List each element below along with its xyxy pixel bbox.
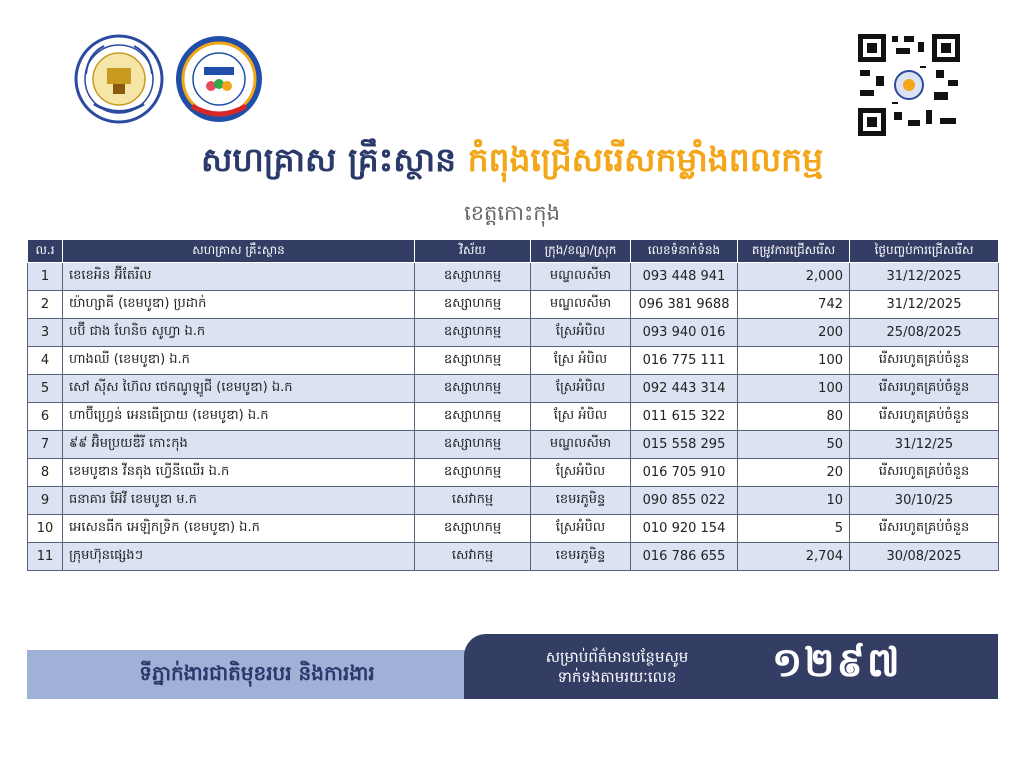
sector: ឧស្សាហកម្ម (415, 459, 531, 487)
contact-message (502, 647, 732, 687)
enterprise-name: យ៉ាហ្សាគី (ខេមបូឌា) ប្រដាក់ (63, 291, 415, 319)
phone-number: 093 940 016 (631, 319, 738, 347)
phone-number: 016 775 111 (631, 347, 738, 375)
location: មណ្ឌលសីមា (531, 291, 631, 319)
enterprise-name: ៩៩ អ៊ិមប្រយឌឺរី កោះកុង (63, 431, 415, 459)
table-row (28, 403, 999, 431)
job-openings-table (27, 239, 999, 571)
table-row (28, 459, 999, 487)
enterprise-name: បប៊ី ជាង ហែនិច សូហ្វា ឯ.ក (63, 319, 415, 347)
col-header-sector: វិស័យ (415, 240, 531, 263)
deadline: រើសរហូតគ្រប់ចំនួន (850, 459, 999, 487)
phone-number: 096 381 9688 (631, 291, 738, 319)
sector: ឧស្សាហកម្ម (415, 515, 531, 543)
deadline: 31/12/2025 (850, 291, 999, 319)
contact-message-line1: សម្រាប់ព័ត៌មានបន្ថែមសូម (545, 647, 689, 666)
sector: ឧស្សាហកម្ម (415, 291, 531, 319)
footer-hotline-banner (464, 634, 998, 699)
table-row (28, 515, 999, 543)
recruit-quantity: 2,704 (738, 543, 850, 571)
table-row (28, 319, 999, 347)
row-number: 2 (28, 291, 63, 319)
recruit-quantity: 5 (738, 515, 850, 543)
recruit-quantity: 20 (738, 459, 850, 487)
location: ស្រែ អំបិល (531, 403, 631, 431)
phone-number: 010 920 154 (631, 515, 738, 543)
row-number: 4 (28, 347, 63, 375)
deadline: រើសរហូតគ្រប់ចំនួន (850, 515, 999, 543)
row-number: 8 (28, 459, 63, 487)
col-header-enterprise: សហគ្រាស គ្រឹះស្ថាន (63, 240, 415, 263)
sector: សេវាកម្ម (415, 487, 531, 515)
row-number: 10 (28, 515, 63, 543)
enterprise-name: សៅ ស៊ីស ហ៊ៃល ថេកណូឡូជី (ខេមបូឌា) ឯ.ក (63, 375, 415, 403)
footer-agency-banner (27, 650, 487, 699)
enterprise-name: ក្រុមហ៊ុនផ្សេងៗ (63, 543, 415, 571)
national-employment-agency-logo-icon (174, 34, 264, 124)
location: មណ្ឌលសីមា (531, 263, 631, 291)
recruit-quantity: 10 (738, 487, 850, 515)
location: ស្រែអំបិល (531, 375, 631, 403)
deadline: 31/12/25 (850, 431, 999, 459)
agency-name: ទីភ្នាក់ងារជាតិមុខរបរ និងការងារ (139, 660, 375, 685)
sector: ឧស្សាហកម្ម (415, 347, 531, 375)
row-number: 1 (28, 263, 63, 291)
row-number: 6 (28, 403, 63, 431)
table-row (28, 375, 999, 403)
location: ស្រែអំបិល (531, 459, 631, 487)
enterprise-name: ខេខេអិន អ៊ីតែរីល (63, 263, 415, 291)
deadline: 30/08/2025 (850, 543, 999, 571)
location: ស្រែអំបិល (531, 515, 631, 543)
sector: ឧស្សាហកម្ម (415, 263, 531, 291)
recruit-quantity: 2,000 (738, 263, 850, 291)
recruit-quantity: 80 (738, 403, 850, 431)
sector: សេវាកម្ម (415, 543, 531, 571)
enterprise-name: ហាងឈី (ខេមបូឌា) ឯ.ក (63, 347, 415, 375)
phone-number: 093 448 941 (631, 263, 738, 291)
province-subtitle: ខេត្តកោះកុង (464, 201, 560, 225)
row-number: 11 (28, 543, 63, 571)
table-header-row (28, 240, 999, 263)
title-enterprises: សហគ្រាស គ្រឹះស្ថាន (200, 140, 457, 179)
recruit-quantity: 742 (738, 291, 850, 319)
header-logos (74, 34, 274, 129)
deadline: 30/10/25 (850, 487, 999, 515)
enterprise-name: ធនាគារ អ៊ែវី ខេមបូឌា ម.ក (63, 487, 415, 515)
deadline: 31/12/2025 (850, 263, 999, 291)
phone-number: 090 855 022 (631, 487, 738, 515)
location: ខេមរភូមិន្ទ (531, 487, 631, 515)
recruit-quantity: 100 (738, 375, 850, 403)
col-header-number: ល.រ (28, 240, 63, 263)
col-header-demand: តម្រូវការជ្រើសរើស (738, 240, 850, 263)
table-row (28, 487, 999, 515)
contact-message-line2: ទាក់ទងតាមរយៈលេខ (557, 667, 677, 686)
table-body (28, 263, 999, 571)
table-row (28, 347, 999, 375)
col-header-location: ក្រុង/ខណ្ឌ/ស្រុក (531, 240, 631, 263)
location: ខេមរភូមិន្ទ (531, 543, 631, 571)
enterprise-name: ហាប៊ីហ្វ្រេន់ អេនធើប្រាយ (ខេមបូឌា) ឯ.ក (63, 403, 415, 431)
table-row (28, 543, 999, 571)
row-number: 5 (28, 375, 63, 403)
table-row (28, 263, 999, 291)
location: មណ្ឌលសីមា (531, 431, 631, 459)
row-number: 3 (28, 319, 63, 347)
deadline: រើសរហូតគ្រប់ចំនួន (850, 375, 999, 403)
location: ស្រែអំបិល (531, 319, 631, 347)
recruit-quantity: 100 (738, 347, 850, 375)
hotline-number: ១២៩៧ (772, 640, 902, 686)
table-row (28, 431, 999, 459)
row-number: 7 (28, 431, 63, 459)
recruit-quantity: 200 (738, 319, 850, 347)
deadline: 25/08/2025 (850, 319, 999, 347)
deadline: រើសរហូតគ្រប់ចំនួន (850, 347, 999, 375)
sector: ឧស្សាហកម្ម (415, 319, 531, 347)
title-recruiting: កំពុងជ្រើសរើសកម្លាំងពលកម្ម (467, 140, 824, 179)
table-row (28, 291, 999, 319)
col-header-deadline: ថ្ងៃបញ្ចប់ការជ្រើសរើស (850, 240, 999, 263)
ministry-seal-logo-icon (74, 34, 164, 124)
page-title (0, 138, 1024, 182)
phone-number: 016 705 910 (631, 459, 738, 487)
phone-number: 016 786 655 (631, 543, 738, 571)
deadline: រើសរហូតគ្រប់ចំនួន (850, 403, 999, 431)
enterprise-name: ខេមបូឌាន វីនតុង ហ្វើនីឈើរ ឯ.ក (63, 459, 415, 487)
qr-code-icon (856, 32, 962, 138)
location: ស្រែ អំបិល (531, 347, 631, 375)
row-number: 9 (28, 487, 63, 515)
sector: ឧស្សាហកម្ម (415, 403, 531, 431)
col-header-phone: លេខទំនាក់ទំនង (631, 240, 738, 263)
phone-number: 015 558 295 (631, 431, 738, 459)
sector: ឧស្សាហកម្ម (415, 431, 531, 459)
enterprise-name: អេសេនធីក អេឡិកទ្រិក (ខេមបូឌា) ឯ.ក (63, 515, 415, 543)
recruit-quantity: 50 (738, 431, 850, 459)
sector: ឧស្សាហកម្ម (415, 375, 531, 403)
phone-number: 092 443 314 (631, 375, 738, 403)
phone-number: 011 615 322 (631, 403, 738, 431)
